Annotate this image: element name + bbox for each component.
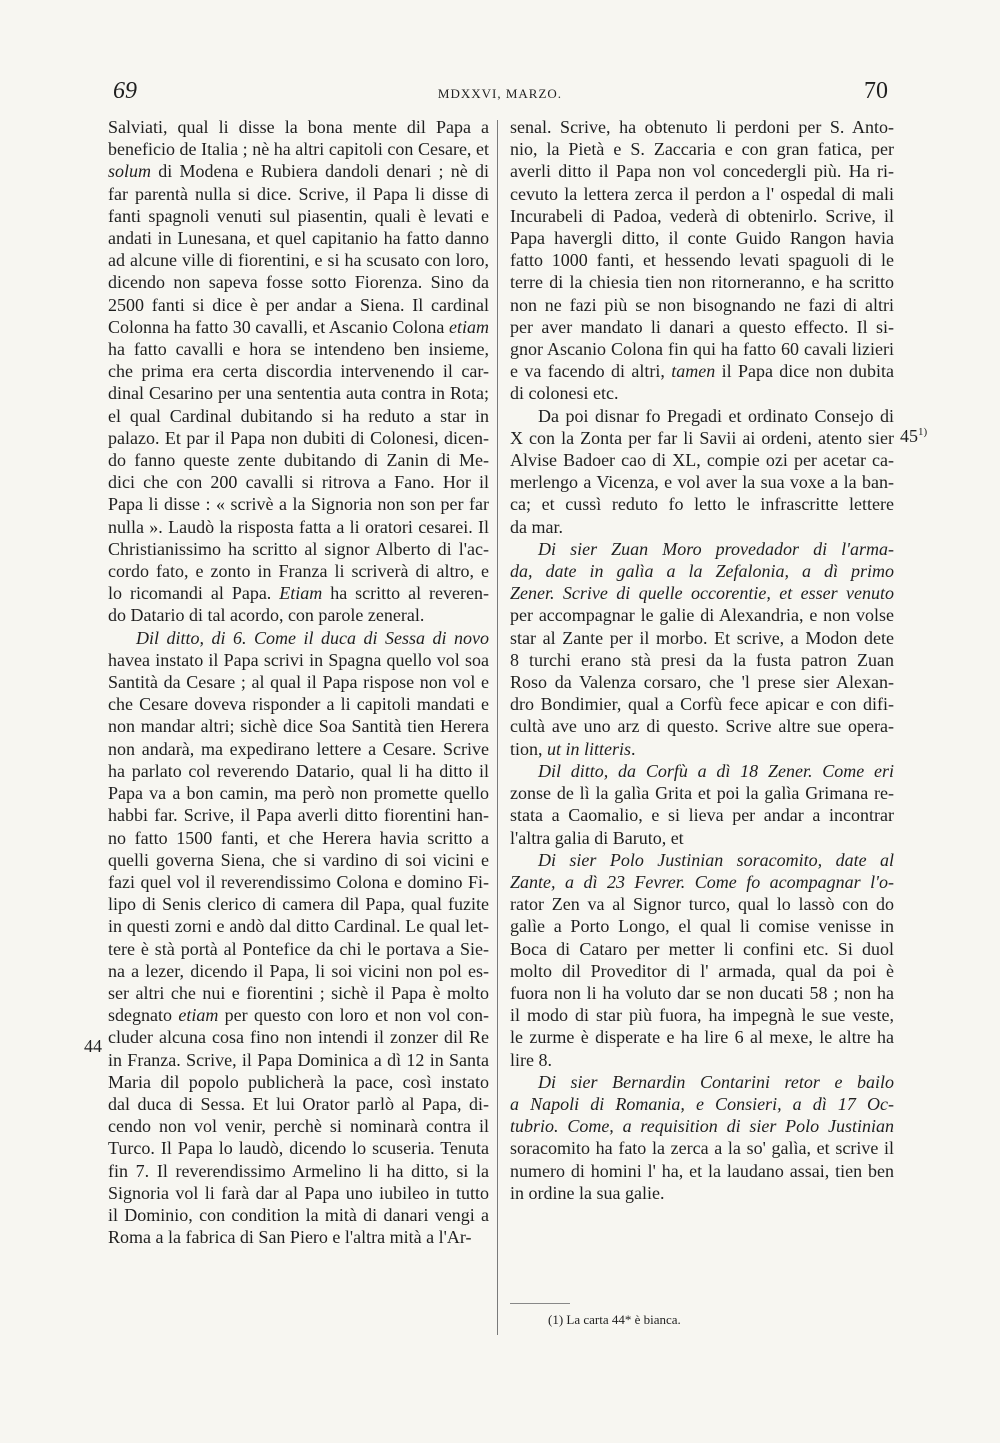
text-line: dici che con 200 cavalli si ritrova a Fano. Hor il — [108, 472, 489, 493]
text-line: per aver mandato li danari a questo effecto. Il si- — [510, 316, 894, 337]
text-line: lo ricomandi al Papa. Etiam ha scritto al reveren- — [108, 583, 489, 604]
text-line: e va facendo di altri, tamen il Papa dice non dubita — [510, 361, 894, 382]
text-line: il Dominio, con condition la mità di danari vengi a — [108, 1204, 489, 1225]
text-line: non ne fazi più se non bisognando ne fazi di altri — [510, 294, 894, 315]
text-line: tion, ut in litteris. — [510, 738, 636, 759]
page-number-left: 69 — [113, 78, 137, 104]
text-line: Di sier Bernardin Contarini retor e bailo — [538, 1071, 894, 1092]
text-line: Boca di Cataro per metter li confini etc. Si duol — [510, 938, 894, 959]
text-line: per accompagnar le galie di Alexandria, e non volse — [510, 605, 894, 626]
text-line: cluder alcuna cosa fino non intendi il zonzer dil Re — [108, 1027, 489, 1048]
text-line: Alvise Badoer cao di XL, compie ozi per acetar ca- — [510, 450, 894, 471]
text-line: Zante, a dì 23 Fevrer. Come fo acompagnar l'o- — [510, 871, 894, 892]
text-line: tere è stà portà al Pontefice da chi le portava a Sie- — [108, 938, 489, 959]
text-line: numero di homini l' ha, et la laudano assai, tien ben — [510, 1160, 894, 1181]
text-line: averli ditto il Papa non vol concedergli più. Ha ri- — [510, 161, 894, 182]
page-header — [0, 78, 1000, 108]
text-line: 8 turchi erano stà presi da la fusta patron Zuan — [510, 649, 894, 670]
text-line: l'altra galia di Baruto, et — [510, 827, 684, 848]
text-line: in ordine la sua galie. — [510, 1182, 665, 1203]
text-line: fatto 1000 fanti, et hessendo levati spaguoli di le — [510, 250, 894, 271]
text-line: andati in Lunesana, et quel capitanio ha fatto danno — [108, 228, 489, 249]
text-line: di colonesi etc. — [510, 383, 619, 404]
text-line: ha parlato col reverendo Datario, qual li ha ditto il — [108, 760, 489, 781]
text-line: galìe a Porto Longo, el qual li comise venisse in — [510, 916, 894, 937]
text-line: le zurme è disperate e ha lire 6 al mexe, le altre ha — [510, 1027, 894, 1048]
text-line: no fatto 1500 fanti, et che Herera havia scritto a — [108, 827, 489, 848]
text-line: Di sier Zuan Moro provedador di l'arma- — [538, 538, 894, 559]
text-line: non mandar altri; sichè dice Soa Santità tien Herera — [108, 716, 489, 737]
text-line: beneficio de Italia ; nè ha altri capitoli con Cesare, et — [108, 139, 489, 160]
footnote-rule — [510, 1303, 570, 1304]
text-line: fin 7. Il reverendissimo Armelino li ha ditto, si la — [108, 1160, 489, 1181]
text-line: Christianissimo ha scritto al signor Alberto di l'ac- — [108, 538, 489, 559]
column-divider — [497, 120, 498, 1335]
text-line: Roso da Valenza corsaro, che 'l prese sier Alexan- — [510, 672, 894, 693]
text-line: Turco. Il Papa lo laudò, dicendo lo scuseria. Tenuta — [108, 1138, 489, 1159]
text-line: Signoria vol li farà dar al Papa uno iubileo in tutto — [108, 1182, 489, 1203]
text-line: che Cesare doveva risponder a li capitoli mandati e — [108, 694, 489, 715]
text-line: fuora non li ha voluto dar se non ducati 58 ; non ha — [510, 982, 894, 1003]
text-line: sdegnato etiam per questo con loro et non vol con- — [108, 1005, 490, 1026]
text-line: il modo di star più fuora, ha impegnà le sue veste, — [510, 1005, 894, 1026]
text-line: ad alcune ville di fiorentini, e si ha scusato con loro, — [108, 250, 489, 271]
text-line: ser altri che nui e fiorentini ; sichè il Papa è molto — [108, 982, 489, 1003]
text-line: ha fatto cavalli e hora se intendeno ben insieme, — [108, 339, 489, 360]
text-line: molto dil Proveditor di l' armada, qual da poi è — [510, 960, 894, 981]
text-line: non andarà, ma expedirano lettere a Cesare. Scrive — [108, 738, 489, 759]
text-line: do fanno queste zente dubitando di Zanin di Me- — [108, 450, 489, 471]
text-line: nulla ». Laudò la risposta fatta a li oratori cesarei. Il — [108, 516, 489, 537]
text-line: in Franza. Scrive, il Papa Dominica a dì 12 in Santa — [108, 1049, 489, 1070]
text-line: Papa li disse : « scrivè a la Signoria non son per far — [108, 494, 489, 515]
text-line: fazi quel vol il reverendissimo Colona e domino Fi- — [108, 871, 489, 892]
margin-note-right — [900, 426, 927, 447]
text-line: da mar. — [510, 516, 563, 537]
text-line: Da poi disnar fo Pregadi et ordinato Consejo di — [538, 405, 894, 426]
text-line: cordo fato, e zonto in Franza li scriverà di altro, e — [108, 561, 489, 582]
text-line: quelli governa Siena, che si vardino di soi vicini e — [108, 849, 489, 870]
text-line: rator Zen va al Signor turco, qual lo lassò con do — [510, 894, 894, 915]
text-line: Dil ditto, di 6. Come il duca di Sessa di novo — [136, 627, 489, 648]
text-line: gnor Ascanio Colona fin qui ha fatto 60 cavali lizieri — [510, 339, 894, 360]
text-line: che prima era certa discordia intervenendo il car- — [108, 361, 489, 382]
text-line: tubrio. Come, a requisition di sier Polo Justinian — [510, 1116, 894, 1137]
text-line: merlengo a Vicenza, e vol aver la sua voxe a la ban- — [510, 472, 894, 493]
text-line: Santità da Cesare ; al qual il Papa rispose non vol e — [108, 672, 489, 693]
text-line: na a lezer, dicendo il Papa, li soi vicini non pol es- — [108, 960, 489, 981]
text-line: Salviati, qual li disse la bona mente dil Papa a — [108, 117, 489, 137]
text-line: zonse de lì la galìa Grita et poi la galìa Grimana re- — [510, 783, 894, 804]
text-line: da, date in galìa a la Zefalonia, a dì primo — [510, 561, 894, 582]
text-line: lipo di Senis clerico di camera dil Papa, qual fuzite — [108, 894, 489, 915]
text-line: fanti spagnoli venuti sul piasentin, quali è levati e — [108, 205, 489, 226]
text-line: Colonna ha fatto 30 cavalli, et Ascanio Colona etiam — [108, 316, 489, 337]
text-line: cultà ave uno arz di questo. Scrive altre sue opera- — [510, 716, 894, 737]
text-line: do Datario di tal acordo, con parole zeneral. — [108, 605, 425, 626]
margin-note-left: 44 — [84, 1036, 102, 1056]
text-line: cevuto la lettera zerca il perdon a l' ospedal di mali — [510, 183, 894, 204]
footnote: (1) La carta 44* è bianca. — [548, 1312, 681, 1327]
text-line: cendo non vol venir, perchè si nominarà contra il — [108, 1116, 489, 1137]
text-line: dro Bondimier, qual a Corfù fece apicar e con difi- — [510, 694, 894, 715]
text-line: ca; et cussì reduto fo letto le infrascritte lettere — [510, 494, 894, 515]
text-line: palazo. Et par il Papa non dubiti di Colonesi, dicen- — [108, 427, 489, 448]
text-line: habbi far. Scrive, il Papa averli ditto fiorentini han- — [108, 805, 489, 826]
text-line: Di sier Polo Justinian soracomito, date al — [538, 849, 894, 870]
text-line: Papa va a bon camin, ma però non promette quello — [108, 783, 489, 804]
text-line: far parentà nulla si dice. Scrive, il Papa li disse di — [108, 183, 489, 204]
text-line: a Napoli di Romania, e Consieri, a dì 17 Oc- — [510, 1093, 894, 1114]
text-line: senal. Scrive, ha obtenuto li perdoni per S. Anto- — [510, 117, 894, 137]
margin-note-right-number: 45 — [900, 426, 918, 446]
margin-note-right-footnote-marker: 1) — [918, 426, 928, 438]
text-line: nio, la Pietà e S. Zaccaria e con gran fatica, per — [510, 139, 894, 160]
running-title: MDXXVI, MARZO. — [437, 86, 563, 101]
text-line: Dil ditto, da Corfù a dì 18 Zener. Come eri — [538, 760, 894, 781]
text-line: star al Zante per il morbo. Et scrive, a Modon dete — [510, 627, 894, 648]
text-line: dal duca di Sessa. Et lui Orator parlò al Papa, di- — [108, 1093, 489, 1114]
text-line: dicendo non sapeva fosse sotto Fiorenza. Sino da — [108, 272, 489, 293]
text-line: Papa havergli ditto, il conte Guido Rangon havia — [510, 228, 894, 249]
text-line: terre di la chiesia tien non ritorneranno, e ha scritto — [510, 272, 894, 293]
text-line: in questi zorni e andò dal ditto Cardinal. Le qual let- — [108, 916, 489, 937]
text-line: lire 8. — [510, 1049, 552, 1070]
text-line: soracomito ha fato la zerca a la so' galìa, et scrive il — [510, 1138, 894, 1159]
text-line: Incurabeli di Padoa, vederà di obtenirlo. Scrive, il — [510, 205, 894, 226]
page-number-right: 70 — [864, 78, 888, 104]
text-line: el qual Cardinal dubitando si ha reduto a star in — [108, 405, 489, 426]
left-column — [108, 116, 489, 1248]
text-line: solum di Modena e Rubiera dandoli denari ; nè di — [108, 161, 489, 182]
right-column — [510, 116, 894, 1204]
text-line: X con la Zonta per far li Savii ai ordeni, atento sier — [510, 427, 894, 448]
text-line: Roma a la fabrica di San Piero e l'altra mità a l'Ar- — [108, 1227, 472, 1248]
text-line: stata a Caomalio, e si lieva per andar a incontrar — [510, 805, 894, 826]
text-line: 2500 fanti si dice è per andar a Siena. Il cardinal — [108, 294, 489, 315]
text-line: Maria dil popolo publicherà la pace, così instato — [108, 1071, 489, 1092]
text-line: havea instato il Papa scrivi in Spagna quello vol soa — [108, 649, 489, 670]
text-line: dinal Cesarino per una sententia auta contra in Rota; — [108, 383, 489, 404]
text-line: Zener. Scrive di quelle occorentie, et esser venuto — [510, 583, 894, 604]
